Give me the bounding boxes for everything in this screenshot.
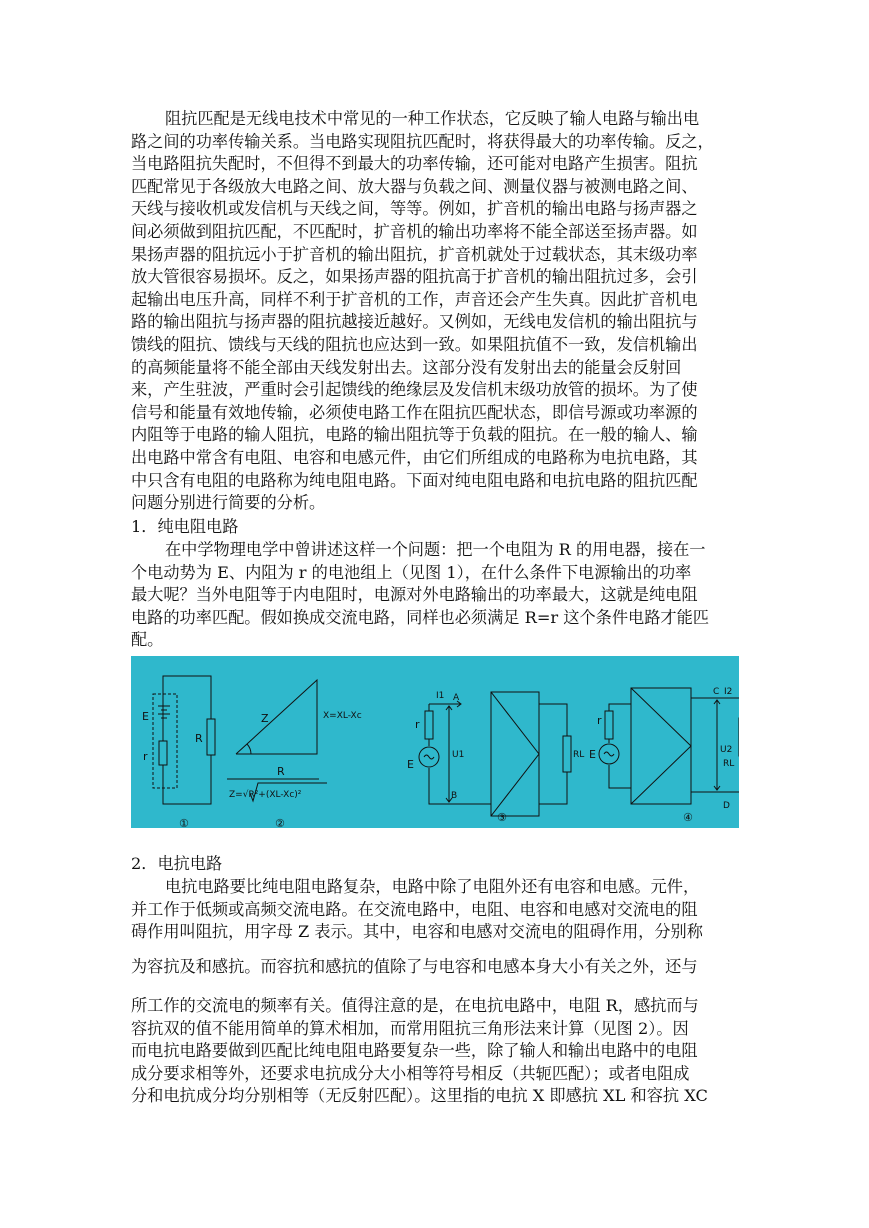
text-line: 为容抗及和感抗。而容抗和感抗的值除了与电容和电感本身大小有关之外，还与 [131, 957, 698, 976]
d3-label-r: r [415, 718, 420, 731]
d2-number: ② [275, 817, 285, 828]
d1-label-R: R [195, 732, 203, 745]
d4-label-e: E [589, 748, 596, 761]
d3-number: ③ [497, 811, 507, 824]
text-line: 分和电抗成分均分别相等（无反射匹配）。这里指的电抗 X 即感抗 XL 和容抗 XC [131, 1086, 708, 1106]
section-heading-reactance: 2．电抗电路 [131, 854, 223, 873]
paragraph-reactance-cont [131, 956, 739, 979]
text-line: 电路的功率匹配。假如换成交流电路，同样也必须满足 R=r 这个条件电路才能匹 [131, 607, 709, 627]
text-line: 问题分别进行简要的分析。 [131, 493, 326, 513]
d3-label-b: B [451, 791, 458, 801]
d4-label-r: r [597, 714, 602, 727]
text-line: 个电动势为 E、内阻为 r 的电池组上（见图 1），在什么条件下电源输出的功率 [131, 562, 692, 582]
text-line: 配。 [131, 630, 164, 650]
text-line: 内阻等于电路的输人阻抗，电路的输出阻抗等于负载的阻抗。在一般的输人、输 [131, 425, 698, 445]
d3-label-i: I1 [436, 691, 445, 701]
text-line: 电抗电路要比纯电阻电路复杂，电路中除了电阻外还有电容和电感。元件， [165, 877, 700, 896]
d4-label-d: D [723, 801, 730, 811]
d2-label-r: R [277, 765, 285, 778]
text-line: 起输出电压升高，同样不利于扩音机的工作，声音还会产生失真。因此扩音机电 [131, 289, 698, 309]
circuit-figure [131, 656, 739, 828]
paragraph-reactance [131, 876, 739, 944]
text-line: 所工作的交流电的频率有关。值得注意的是，在电抗电路中，电阻 R，感抗而与 [131, 996, 699, 1015]
d2-triangle [236, 680, 317, 754]
d1-loop [163, 676, 211, 804]
text-line: 当电路阻抗失配时，不但得不到最大的功率传输，还可能对电路产生损害。阻抗 [131, 154, 698, 174]
section-heading-pure-resistance: 1．纯电阻电路 [131, 517, 239, 536]
text-line: 间必须做到阻抗匹配，不匹配时，扩音机的输出功率将不能全部送至扬声器。如 [131, 221, 698, 241]
text-line: 成分要求相等外，还要求电抗成分大小相等符号相反（共轭匹配）；或者电阻成 [131, 1063, 690, 1083]
d1-label-e: E [142, 710, 149, 723]
text-line: 路之间的功率传输关系。当电路实现阻抗匹配时，将获得最大的功率传输。反之， [131, 131, 714, 151]
text-line: 在中学物理电学中曾讲述这样一个问题：把一个电阻为 R 的用电器，接在一 [165, 540, 706, 559]
text-line: 并工作于低频或高频交流电路。在交流电路中，电阻、电容和电感对交流电的阻 [131, 899, 698, 919]
text-line: 馈线的阻抗、馈线与天线的阻抗也应达到一致。如果阻抗值不一致，发信机输出 [131, 334, 698, 354]
text-line: 中只含有电阻的电路称为纯电阻电路。下面对纯电阻电路和电抗电路的阻抗匹配 [131, 470, 698, 490]
d2-label-z: Z [261, 712, 269, 725]
d1-number: ① [179, 817, 189, 828]
text-line: 路的输出阻抗与扬声器的阻抗越接近越好。又例如，无线电发信机的输出阻抗与 [131, 312, 698, 332]
d3-amplifier [491, 692, 539, 816]
text-line: 放大管很容易损坏。反之，如果扬声器的阻抗高于扩音机的输出阻抗过多，会引 [131, 267, 698, 287]
text-line: 出电路中常含有电阻、电容和电感元件，由它们所组成的电路称为电抗电路，其 [131, 447, 698, 467]
d4-label-c: C [713, 687, 720, 697]
text-line: 阻抗匹配是无线电技术中常见的一种工作状态，它反映了输人电路与输出电 [165, 109, 700, 128]
text-line: 天线与接收机或发信机与天线之间，等等。例如，扩音机的输出电路与扬声器之 [131, 199, 698, 219]
text-line: 最大呢？当外电阻等于内电阻时，电源对外电路输出的功率最大，这就是纯电阻 [131, 585, 698, 605]
d4-label-i: I2 [724, 687, 733, 697]
d2-formula: Z=√R²+(XL-Xc)² [229, 790, 302, 800]
d3-label-rl: RL [573, 750, 585, 760]
d4-amplifier [631, 688, 691, 804]
paragraph-reactance-end [131, 995, 739, 1108]
text-line: 果扬声器的阻抗远小于扩音机的输出阻抗，扩音机就处于过载状态，其末级功率 [131, 244, 698, 264]
d4-number: ④ [683, 811, 693, 824]
paragraph-pure-resistance [131, 539, 739, 652]
d4-label-rl: RL [723, 759, 735, 769]
circuit-diagrams [131, 656, 739, 828]
paragraph-intro [131, 108, 739, 515]
d3-label-u: U1 [452, 750, 465, 760]
text-line: 来，产生驻波，严重时会引起馈线的绝缘层及发信机末级功放管的损坏。为了使 [131, 380, 698, 400]
d4-label-u: U2 [720, 745, 733, 755]
text-line: 碍作用叫阻抗，用字母 Z 表示。其中，电容和电感对交流电的阻碍作用，分别称 [131, 922, 703, 942]
text-line: 信号和能量有效地传输，必须使电路工作在阻抗匹配状态，即信号源或功率源的 [131, 402, 698, 422]
text-line: 而电抗电路要做到匹配比纯电阻电路要复杂一些，除了输人和输出电路中的电阻 [131, 1041, 698, 1061]
d3-label-e: E [407, 758, 414, 771]
d3-label-a: A [453, 693, 460, 703]
text-line: 的高频能量将不能全部由天线发射出去。这部分没有发射出去的能量会反射回 [131, 357, 682, 377]
text-line: 容抗双的值不能用简单的算术相加，而常用阻抗三角形法来计算（见图 2）。因 [131, 1018, 689, 1038]
d2-label-x: X=XL-Xc [323, 711, 362, 721]
d1-label-r: r [143, 750, 148, 763]
text-line: 匹配常见于各级放大电路之间、放大器与负载之间、测量仪器与被测电路之间、 [131, 176, 698, 196]
